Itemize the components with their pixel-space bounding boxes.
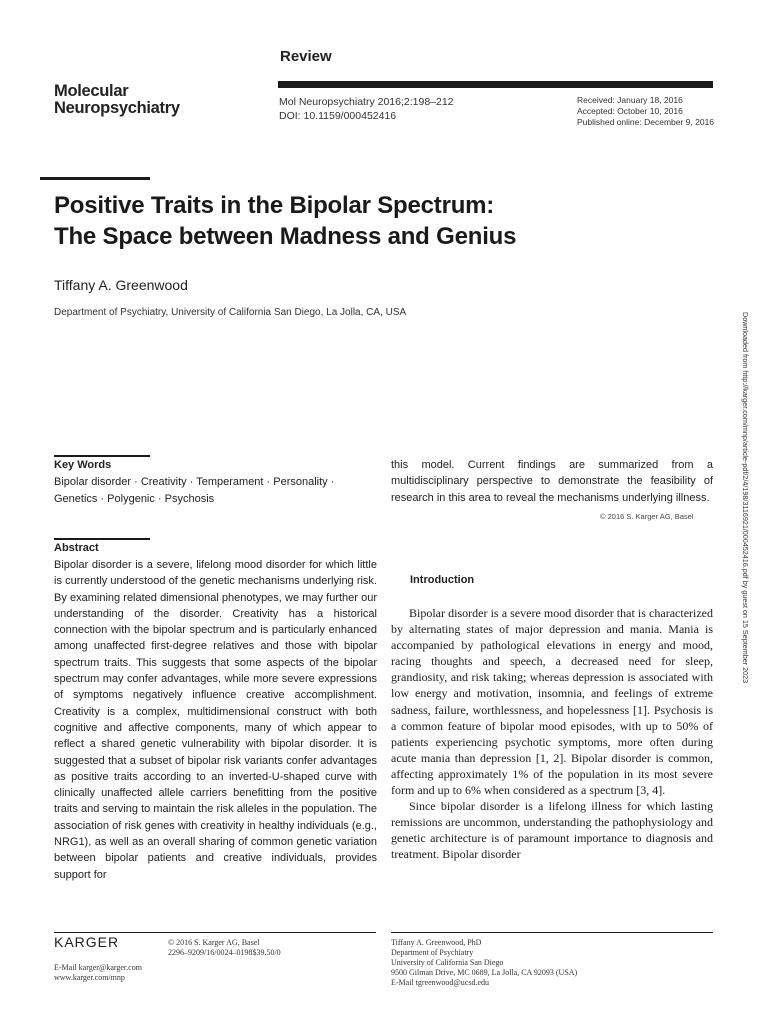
journal-logo — [54, 83, 180, 117]
abstract-heading: Abstract — [54, 542, 99, 554]
keywords-line-2: Genetics · Polygenic · Psychosis — [54, 492, 215, 505]
accepted-date: Accepted: October 10, 2016 — [577, 106, 683, 116]
corr-address: 9500 Gilman Drive, MC 0689, La Jolla, CA 92093 (USA) — [391, 968, 578, 977]
keywords-line-1: Bipolar disorder · Creativity · Temperament · Personality · — [54, 476, 335, 488]
section-label: Review — [280, 48, 332, 65]
publication-info — [168, 938, 281, 958]
intro-paragraph-2: Since bipolar disorder is a lifelong illness for which lasting remissions are uncommon, understanding the pathophysiology and genetic architecture is of paramount importance to diagnosis and treatment. Bipolar disorder — [391, 799, 713, 862]
doi-link[interactable]: DOI: 10.1159/000452416 — [279, 110, 397, 122]
intro-paragraph-1: Bipolar disorder is a severe mood disorder that is characterized by alternating states of major depression and mania. Mania is accompanied by pathological elevations in energy and mood, racing thoughts and speech, a decreased need for sleep, grandiosity, and risk taking; whereas depression is associated with low energy and motivation, insomnia, and feelings of extreme sadness, failure, worthlessness, and hopelessness [1]. Psychosis is a common feature of bipolar mood episodes, with up to 50% of patients experiencing psychotic symptoms, more often during acute mania than depression [1, 2]. Bipolar disorder is common, affecting approximately 1% of the population in its most severe form and up to 6% when considered as a spectrum [3, 4]. — [391, 606, 713, 798]
header-divider — [278, 81, 713, 88]
title-divider — [40, 177, 150, 180]
title-line-1: Positive Traits in the Bipolar Spectrum: — [54, 192, 495, 219]
footer-copyright: © 2016 S. Karger AG, Basel — [168, 938, 260, 947]
dates-block — [577, 95, 714, 128]
citation-block — [279, 95, 454, 123]
correspondence-block — [391, 938, 577, 988]
journal-citation: Mol Neuropsychiatry 2016;2:198–212 — [279, 96, 454, 108]
keywords-list — [54, 474, 379, 507]
title-line-2: The Space between Madness and Genius — [54, 223, 517, 250]
corr-name: Tiffany A. Greenwood, PhD — [391, 938, 482, 947]
download-watermark: Downloaded from http://karger.com/mnp/article-pdf/2/4/198/3116921/000452416.pdf by guest on 15 September 2023 — [741, 312, 750, 684]
article-title — [54, 190, 674, 252]
journal-logo-line2: Neuropsychiatry — [54, 99, 180, 117]
corr-email[interactable]: E-Mail tgreenwood@ucsd.edu — [391, 978, 490, 987]
publisher-logo: KARGER — [54, 934, 120, 950]
footer-divider-right — [391, 932, 713, 933]
introduction-body — [391, 605, 713, 863]
keywords-heading: Key Words — [54, 459, 112, 471]
published-date: Published online: December 9, 2016 — [577, 117, 715, 127]
abstract-copyright: © 2016 S. Karger AG, Basel — [600, 512, 694, 521]
publisher-email[interactable]: E-Mail karger@karger.com — [54, 963, 142, 972]
publisher-contact — [54, 963, 142, 983]
abstract-body: Bipolar disorder is a severe, lifelong mood disorder for which little is currently understood of the genetic mechanisms underlying risk. By examining related dimensional phenotypes, we may further our understanding of the disorder. Creativity has a historical connection with the bipolar spectrum and is particularly enhanced among unaffected first-degree relatives and those with bipolar spectrum traits. This suggests that some aspects of the bipolar spectrum may confer advantages, while more severe expressions of symptoms negatively influence creative accomplishment. Creativity is a complex, multidimensional construct with both cognitive and affective components, many of which appear to reflect a shared genetic vulnerability with bipolar disorder. It is suggested that a subset of bipolar risk variants confer advantages as positive traits according to an inverted-U-shaped curve with clinically unaffected allele carriers benefitting from the positive traits and serving to maintain the risk alleles in the population. The association of risk genes with creativity in healthy individuals (e.g., NRG1), as well as an overall sharing of common genetic variation between bipolar patients and creative individuals, provides support for — [54, 559, 377, 881]
corr-univ: University of California San Diego — [391, 958, 504, 967]
footer-divider-left — [54, 932, 376, 933]
corr-dept: Department of Psychiatry — [391, 948, 474, 957]
introduction-heading: Introduction — [410, 574, 475, 586]
footer-code: 2296–9209/16/0024–0198$39.50/0 — [168, 948, 281, 957]
publisher-website[interactable]: www.karger.com/mnp — [54, 973, 125, 982]
abstract-divider — [54, 538, 150, 540]
abstract-continuation: this model. Current findings are summarized from a multidisciplinary perspective to demonstrate the feasibility of research in this area to reveal the mechanisms underlying illness. — [391, 459, 713, 504]
keywords-divider — [54, 455, 150, 457]
journal-logo-line1: Molecular — [54, 82, 129, 100]
received-date: Received: January 18, 2016 — [577, 95, 683, 105]
author-name: Tiffany A. Greenwood — [54, 277, 188, 293]
author-affiliation: Department of Psychiatry, University of California San Diego, La Jolla, CA, USA — [54, 307, 407, 318]
